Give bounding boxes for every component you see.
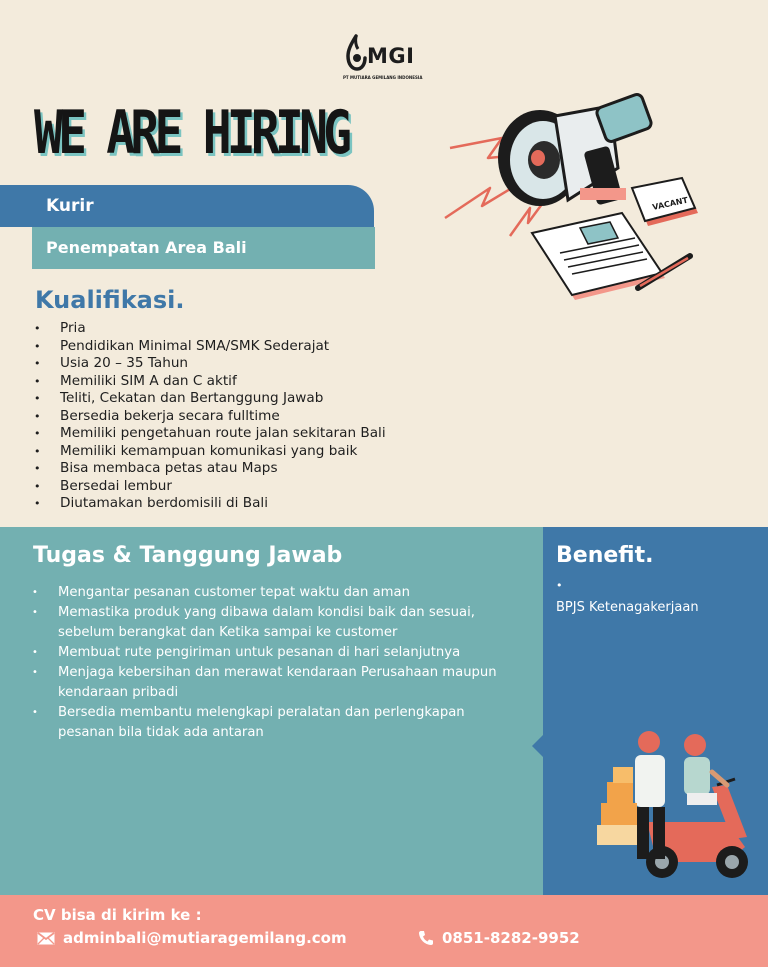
vacant-card-icon xyxy=(632,178,698,226)
benefit-section xyxy=(543,527,768,895)
list-item: • Bersedai lembur xyxy=(32,478,386,496)
company-name: PT MUTIARA GEMILANG INDONESIA xyxy=(343,75,423,80)
list-item: • Membuat rute pengiriman untuk pesanan di hari selanjutnya xyxy=(30,643,530,663)
email-address[interactable]: adminbali@mutiaragemilang.com xyxy=(63,929,347,947)
megaphone-icon xyxy=(498,93,653,206)
list-item: • Memiliki pengetahuan route jalan sekitaran Bali xyxy=(32,425,386,443)
cv-label: CV bisa di kirim ke : xyxy=(33,906,202,924)
list-item: • Menjaga kebersihan dan merawat kendaraan Perusahaan maupun kendaraan pribadi xyxy=(30,663,510,703)
list-item: • Pria xyxy=(32,320,386,338)
list-item: • Pendidikan Minimal SMA/SMK Sederajat xyxy=(32,338,386,356)
phone-icon xyxy=(418,930,434,946)
page-title: WE ARE HIRING xyxy=(34,98,348,168)
logo-text: MGI xyxy=(367,44,415,68)
duties-section xyxy=(0,527,543,895)
placement-banner xyxy=(32,227,375,269)
list-item: • Diutamakan berdomisili di Bali xyxy=(32,495,386,513)
package-boxes-icon xyxy=(597,767,637,845)
company-logo xyxy=(343,34,429,84)
benefit-bullet: • xyxy=(556,579,563,592)
list-item: • Mengantar pesanan customer tepat waktu dan aman xyxy=(30,583,530,603)
list-item: • Memiliki kemampuan komunikasi yang baik xyxy=(32,443,386,461)
duties-title: Tugas & Tanggung Jawab xyxy=(33,543,343,568)
contact-footer xyxy=(0,895,768,967)
phone-contact[interactable] xyxy=(418,929,580,947)
list-item: • Bisa membaca petas atau Maps xyxy=(32,460,386,478)
duties-list xyxy=(30,583,530,743)
qualifications-title: Kualifikasi. xyxy=(35,286,185,314)
logo-drop-icon xyxy=(345,34,367,72)
list-item: • Memiliki SIM A dan C aktif xyxy=(32,373,386,391)
list-item: • Usia 20 – 35 Tahun xyxy=(32,355,386,373)
mail-icon xyxy=(37,932,55,945)
list-item: • Bersedia bekerja secara fulltime xyxy=(32,408,386,426)
megaphone-illustration xyxy=(440,88,740,303)
courier-scooter-illustration xyxy=(577,727,757,882)
email-contact[interactable] xyxy=(37,929,347,947)
position-label: Kurir xyxy=(46,196,94,216)
list-item: • Teliti, Cekatan dan Bertanggung Jawab xyxy=(32,390,386,408)
list-item: • Memastika produk yang dibawa dalam kondisi baik dan sesuai, sebelum berangkat dan Ketika sampai ke customer xyxy=(30,603,500,643)
phone-number[interactable]: 0851-8282-9952 xyxy=(442,929,580,947)
vacant-label: VACANT xyxy=(651,195,689,212)
benefit-title: Benefit. xyxy=(556,543,654,568)
position-banner xyxy=(0,185,374,227)
benefit-item: BPJS Ketenagakerjaan xyxy=(556,600,699,615)
placement-label: Penempatan Area Bali xyxy=(46,238,247,257)
delivery-person-icon xyxy=(635,731,665,859)
qualifications-list xyxy=(32,320,386,513)
list-item: • Bersedia membantu melengkapi peralatan dan perlengkapan pesanan bila tidak ada antaran xyxy=(30,703,520,743)
